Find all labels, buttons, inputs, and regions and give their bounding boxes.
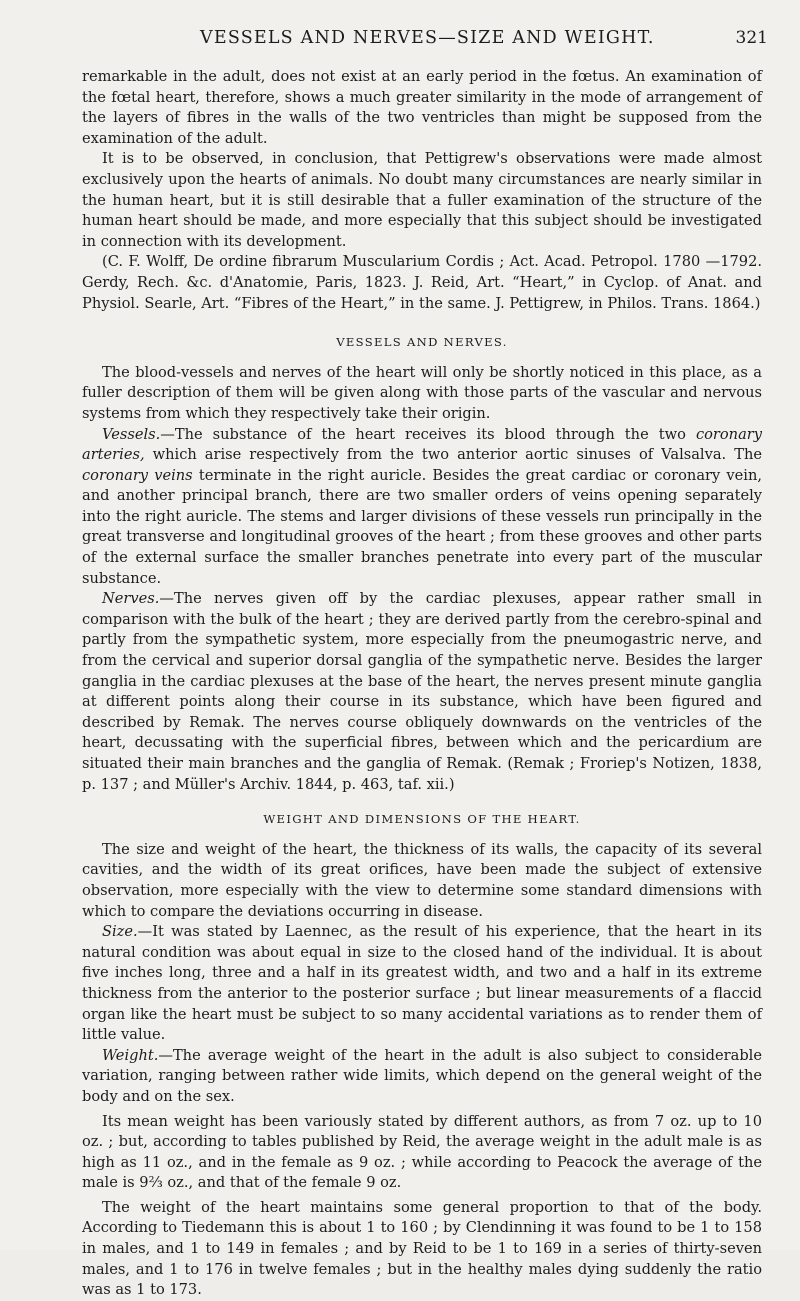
paragraph-nerves: Nerves.—The nerves given off by the cardiac plexuses, appear rather small in comparison with the bulk of the heart ; they are derived partly from the cerebro-spinal and partly from the sympathetic system, more especially from the pneumogastric nerve, and from the cervical and superior dorsal ganglia of the sympathetic nerve. Besides the larger ganglia in the cardiac plexuses at the base of the heart, the nerves present minute ganglia at different points along their course in its substance, which have been figured and described by Remak. The nerves course obliquely downwards on the ventricles of the heart, decussating with the superficial fibres, between which and the pericardium are situated their main branches and the ganglia of Remak. (Remak ; Froriep's Notizen, 1838, p. 137 ; and Müller's Archiv. 1844, p. 463, taf. xii.) [82,590,762,793]
run-in-heading-weight: Weight. [102,1046,159,1064]
section-heading-vessels-nerves: VESSELS AND NERVES. [336,335,508,350]
section-heading-weight-dimensions: WEIGHT AND DIMENSIONS OF THE HEART. [263,812,581,827]
run-in-heading-size: Size. [102,923,138,941]
paragraph-vessels: Vessels.—The substance of the heart receives its blood through the two coronary arteries, which arise respectively from the two anterior aortic sinuses of Valsalva. The coronary veins terminate in the right auricle. Besides the great cardiac or coronary vein, and another principal branch, there are two smaller orders of veins opening separately into the right auricle. The stems and larger divisions of these vessels run principally in the great transverse and longitudinal grooves of the heart ; from these grooves and other parts of the external surface the smaller branches penetrate into every part of the muscular substance. [82,425,763,587]
page-number: 321 [735,28,768,48]
paragraph-intro-vessels: The blood-vessels and nerves of the heart will only be shortly noticed in this place, as a fuller description of them will be given along with those parts of the vascular and nervous systems from which they respectively take their origin. [82,363,762,422]
paragraph-intro-weight: The size and weight of the heart, the thickness of its walls, the capacity of its several cavities, and the width of its great orifices, have been made the subject of extensive observation, more especially with the view to determine some standard dimensions with which to compare the deviations occurring in disease. [82,840,762,920]
term-coronary-arteries: coronary arteries, [82,425,762,464]
page-header [0,28,800,52]
page-body [82,67,762,1301]
paragraph-continuation: remarkable in the adult, does not exist at an early period in the fœtus. An examination of the fœtal heart, therefore, shows a much greater similarity in the mode of arrangement of the layers of fibres in the walls of the two ventricles than might be supposed from the examination of the adult. [82,68,762,147]
running-head: VESSELS AND NERVES—SIZE AND WEIGHT. [200,28,655,48]
run-in-heading-vessels: Vessels. [102,425,161,443]
term-coronary-veins: coronary veins [82,466,193,484]
paragraph-proportion: The weight of the heart maintains some general proportion to that of the body. According to Tiedemann this is about 1 to 160 ; by Clendinning it was found to be 1 to 158 in males, and 1 to 149 in females ; and by Reid to be 1 to 169 in a series of thirty-seven males, and 1 to 176 in twelve females ; but in the healthy males dying suddenly the ratio was as 1 to 173. [82,1198,762,1299]
paragraph-conclusion: It is to be observed, in conclusion, that Pettigrew's observations were made almost exclusively upon the hearts of animals. No doubt many circumstances are nearly similar in the human heart, but it is still desirable that a fuller examination of the structure of the human heart should be made, and more especially that this subject should be investigated in connection with its development. [82,150,762,250]
paragraph-weight: Weight.—The average weight of the heart in the adult is also subject to considerable variation, ranging between rather wide limits, which depend on the general weight of the body and on the sex. [82,1046,762,1105]
paragraph-references: (C. F. Wolff, De ordine fibrarum Muscularium Cordis ; Act. Acad. Petropol. 1780 —1792. Gerdy, Rech. &c. d'Anatomie, Paris, 1823. J. Reid, Art. “Heart,” in Cyclop. of Anat. and Physiol. Searle, Art. “Fibres of the Heart,” in the same. J. Pettigrew, in Philos. Trans. 1864.) [82,253,762,312]
run-in-heading-nerves: Nerves. [102,590,160,608]
paragraph-size: Size.—It was stated by Laennec, as the result of his experience, that the heart in its natural condition was about equal in size to the closed hand of the individual. It is about five inches long, three and a half in its greatest width, and two and a half in its extreme thickness from the anterior to the posterior surface ; but linear measurements of a flaccid organ like the heart must be subject to so many accidental variations as to render them of little value. [82,923,762,1044]
paragraph-mean-weight: Its mean weight has been variously stated by different authors, as from 7 oz. up to 10 oz. ; but, according to tables published by Reid, the average weight in the adult male is as high as 11 oz., and in the female as 9 oz. ; while according to Peacock the average of the male is 9⅔ oz., and that of the female 9 oz. [82,1112,762,1192]
